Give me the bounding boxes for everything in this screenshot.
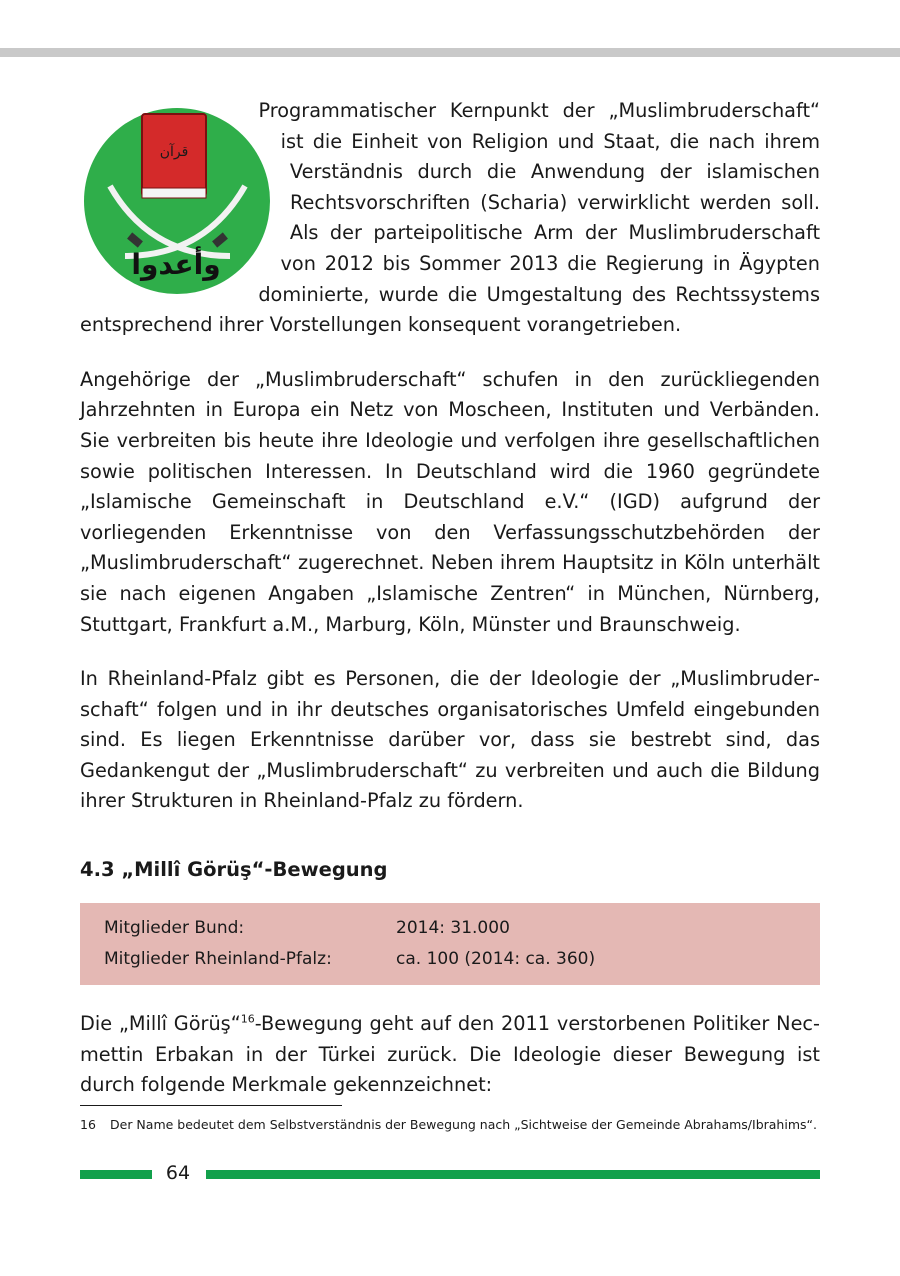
footer-bar-right	[206, 1170, 820, 1179]
paragraph-3: In Rheinland-Pfalz gibt es Personen, die der Ideologie der „Muslimbruderschaft“ folgen und in ihr deutsches organisatorisches Umfeld eingebunden sind. Es liegen Erkenntnisse darüber vor, dass sie bestrebt sind, das Gedankengut der „Muslimbruderschaft“ zu verbreiten und auch die Bildung ihrer Strukturen in Rheinland-Pfalz zu fördern.	[80, 667, 820, 813]
paragraph-4	[80, 1009, 820, 1101]
footer-bar-left	[80, 1170, 152, 1179]
membership-stats-box	[80, 903, 820, 985]
stats-row-bund	[104, 913, 796, 944]
paragraph-2: Angehörige der „Muslimbruderschaft“ schufen in den zurückliegenden Jahrzehnten in Europa ein Netz von Moscheen, Instituten und Verbänden. Sie verbreiten bis heute ihre Ideologie und verfolgen ihre gesellschaftlichen sowie politischen Interessen. In Deutschland wird die 1960 gegründete „Islamische Gemeinschaft in Deutschland e.V.“ (IGD) aufgrund der vorliegenden Erkenntnisse von den Verfassungsschutzbehörden der „Muslimbruderschaft“ zugerechnet. Neben ihrem Hauptsitz in Köln unterhält sie nach eigenen Angaben „Islamische Zentren“ in München, Nürnberg, Stuttgart, Frankfurt a.M., Marburg, Köln, Münster und Braunschweig.	[80, 367, 820, 636]
stats-value: ca. 100 (2014: ca. 360)	[396, 949, 596, 970]
page-content	[80, 96, 820, 1101]
stats-label: Mitglieder Rheinland-Pfalz:	[104, 949, 332, 970]
paragraph-4-start: Die „Millî Görüş“	[80, 1012, 241, 1036]
footnote-divider	[80, 1105, 342, 1106]
footnote	[80, 1116, 840, 1134]
paragraph-1-text: Programmatischer Kernpunkt der „Muslimbruderschaft“ ist die Einheit von Religion und Staat, die nach ihrem Verständnis durch die Anwendung der islamischen Rechtsvorschriften (Scharia) verwirklicht werden soll. Als der parteipolitische Arm der Muslimbruderschaft von 2012 bis Sommer 2013 die Regierung in Ägypten dominierte, wurde die Umgestaltung des Rechtssystems entsprechend ihrer Vorstellungen konsequent vorangetrieben.	[80, 99, 820, 337]
paragraph-4-end: -Bewegung geht auf den 2011 verstorbenen Politiker Necmettin Erbakan in der Türkei zurück. Die Ideologie dieser Bewegung ist durch folgende Merkmale gekennzeichnet:	[80, 1012, 820, 1097]
top-divider	[0, 48, 900, 57]
emblem-motto: وأعدوا	[131, 248, 221, 281]
footnote-number: 16	[80, 1117, 96, 1132]
stats-row-rlp	[104, 944, 796, 975]
muslim-brotherhood-emblem	[80, 96, 280, 306]
book-text: قرآن	[159, 144, 189, 160]
page-number: 64	[165, 1162, 191, 1184]
stats-label: Mitglieder Bund:	[104, 918, 245, 939]
section-heading: 4.3 „Millî Görüş“-Bewegung	[80, 858, 388, 882]
paragraph-1	[80, 96, 820, 341]
footnote-text: Der Name bedeutet dem Selbstverständnis der Bewegung nach „Sichtweise der Gemeinde Abrahams/Ibrahims“.	[110, 1117, 817, 1132]
stats-value: 2014: 31.000	[396, 918, 510, 939]
footnote-reference[interactable]: 16	[240, 1012, 255, 1026]
